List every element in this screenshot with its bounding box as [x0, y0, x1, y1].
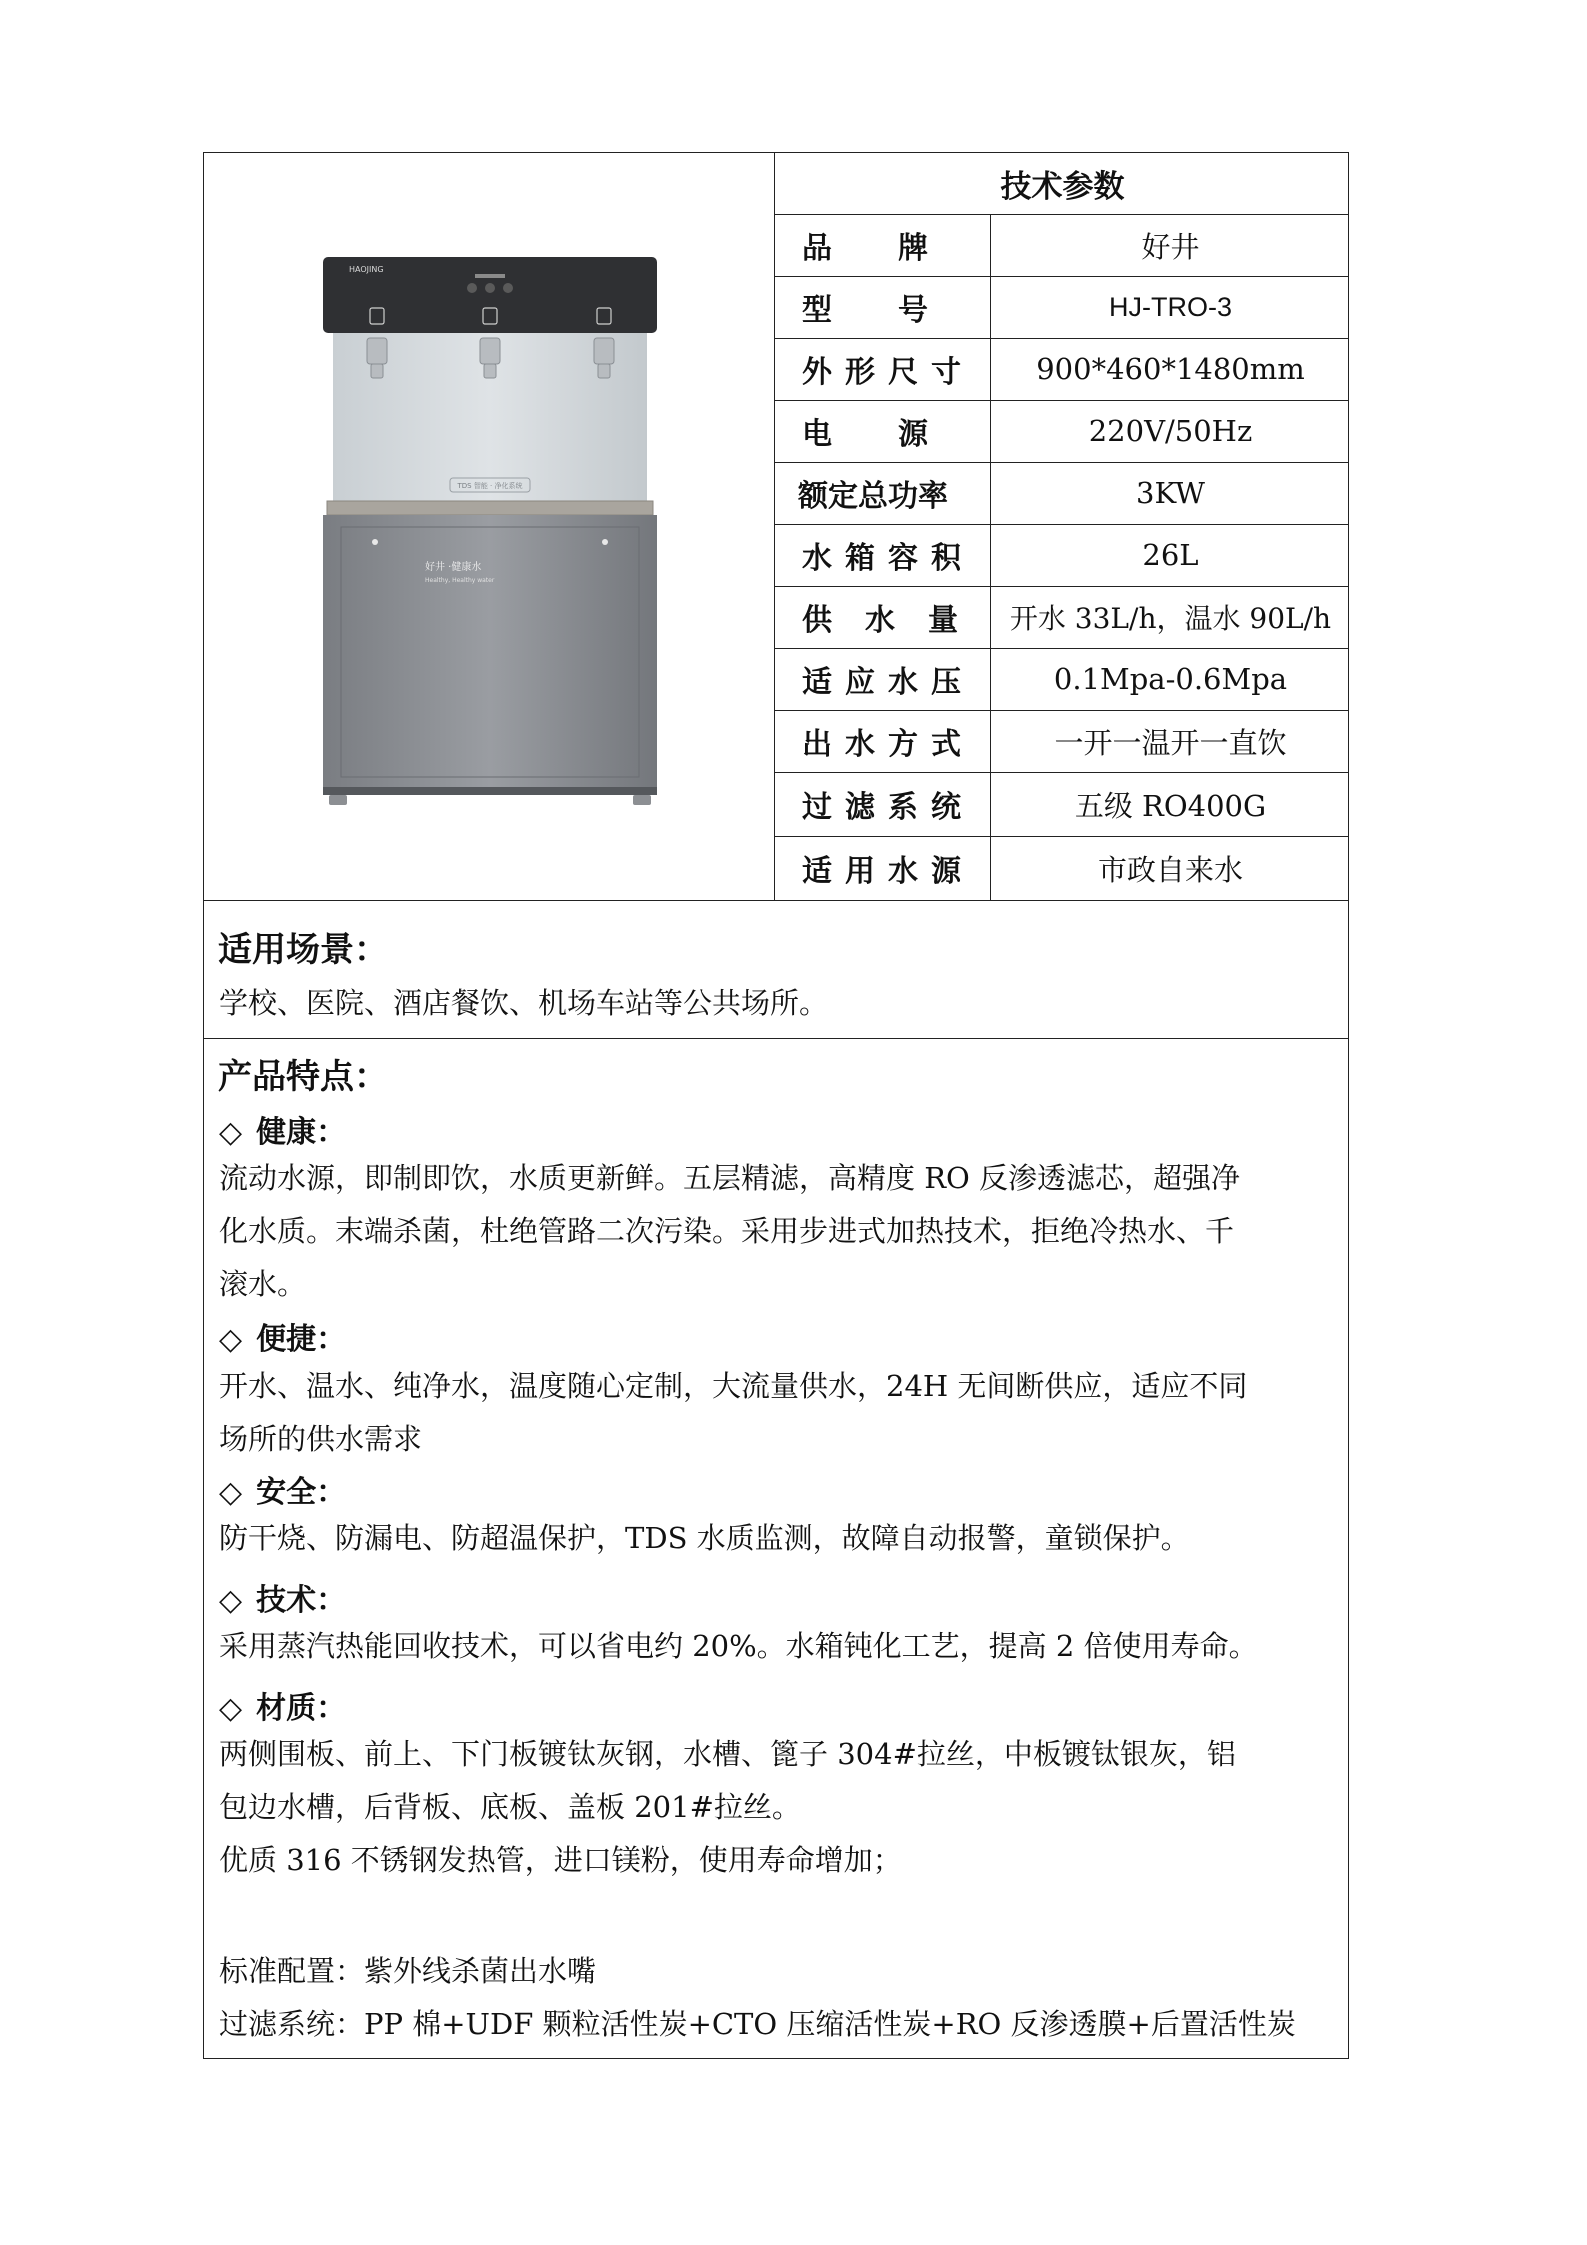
feature-body — [219, 1512, 1339, 1565]
water-dispenser-illustration — [315, 252, 665, 812]
spec-value: 市政自来水 — [1097, 852, 1243, 887]
diamond-icon: ◇ — [219, 1115, 243, 1150]
spec-value: 26L — [1142, 538, 1199, 572]
standard-config-line: 标准配置：紫外线杀菌出水嘴 — [219, 1954, 597, 1988]
spec-label — [776, 648, 990, 710]
spec-label-text: 型号 — [802, 293, 994, 328]
section-line — [203, 900, 1349, 901]
spec-label — [776, 400, 994, 462]
feature-line: 滚水。 — [219, 1267, 307, 1301]
spec-label-text: 出水方式 — [802, 727, 974, 762]
feature-body — [219, 1620, 1339, 1673]
spec-value: HJ-TRO-3 — [1109, 291, 1232, 322]
feature-heading — [219, 1467, 346, 1511]
image-divider — [774, 152, 775, 900]
feature-heading — [219, 1575, 346, 1619]
spec-label — [776, 524, 990, 586]
cabinet-slogan-sub: Healthy, Healthy water — [425, 577, 495, 584]
spec-label-text: 品牌 — [802, 231, 994, 266]
spec-label — [776, 276, 994, 338]
spec-label-text: 适应水压 — [802, 665, 974, 700]
feature-line: 两侧围板、前上、下门板镀钛灰钢，水槽、篦子 304#拉丝，中板镀钛银灰，铝 — [219, 1737, 1236, 1771]
product-image — [315, 252, 665, 812]
spec-value: 五级 RO400G — [1074, 788, 1267, 823]
product-sheet — [203, 152, 1349, 2059]
spec-label — [776, 214, 994, 276]
spec-label — [776, 836, 990, 900]
feature-heading-text: 便捷： — [256, 1322, 347, 1357]
spec-label-text: 水箱容积 — [802, 541, 974, 576]
spec-label-text: 额定总功率 — [798, 479, 948, 514]
spec-value: 开水 33L/h，温水 90L/h — [1009, 602, 1332, 635]
scenario-title: 适用场景： — [218, 930, 388, 970]
spec-label-text: 电源 — [802, 417, 994, 452]
feature-heading-text: 安全： — [256, 1475, 347, 1510]
feature-body — [219, 1152, 1339, 1311]
spec-value: 0.1Mpa-0.6Mpa — [1053, 662, 1288, 696]
feature-body — [219, 1728, 1339, 1887]
cabinet-slogan: 好井 ·健康水 — [425, 562, 482, 573]
feature-line: 场所的供水需求 — [219, 1422, 423, 1456]
spec-label-text: 供水量 — [802, 603, 991, 638]
spec-label — [776, 710, 990, 772]
feature-line: 防干烧、防漏电、防超温保护，TDS 水质监测，故障自动报警，童锁保护。 — [219, 1521, 1190, 1555]
feature-line: 采用蒸汽热能回收技术，可以省电约 20%。水箱钝化工艺，提高 2 倍使用寿命。 — [219, 1629, 1258, 1663]
features-title: 产品特点： — [218, 1057, 388, 1097]
spec-value: 220V/50Hz — [1088, 414, 1253, 448]
spec-value: 3KW — [1136, 476, 1205, 510]
spec-label — [776, 772, 990, 836]
spec-label-text: 过滤系统 — [802, 790, 974, 825]
scenario-text-line: 学校、医院、酒店餐饮、机场车站等公共场所。 — [219, 986, 829, 1020]
spec-value: 好井 — [1141, 229, 1200, 264]
spec-value: 900*460*1480mm — [1036, 352, 1305, 386]
spec-value: 一开一温开一直饮 — [1054, 725, 1287, 760]
svg-text:HAOJING: HAOJING — [349, 265, 384, 274]
extra-notes — [219, 1945, 1339, 2051]
feature-line: 包边水槽，后背板、底板、盖板 201#拉丝。 — [219, 1790, 801, 1824]
feature-line: 化水质。末端杀菌，杜绝管路二次污染。采用步进式加热技术，拒绝冷热水、千 — [219, 1214, 1235, 1248]
spec-header: 技术参数 — [1000, 168, 1125, 205]
diamond-icon: ◇ — [219, 1691, 243, 1726]
spec-label-text: 适用水源 — [802, 854, 974, 889]
diamond-icon: ◇ — [219, 1583, 243, 1618]
spec-label-text: 外形尺寸 — [802, 355, 974, 390]
spec-label — [776, 586, 990, 648]
spec-label — [776, 338, 990, 400]
feature-body — [219, 1360, 1339, 1466]
feature-line: 流动水源，即制即饮，水质更新鲜。五层精滤，高精度 RO 反渗透滤芯，超强净 — [219, 1161, 1241, 1195]
feature-line: 开水、温水、纯净水，温度随心定制，大流量供水，24H 无间断供应，适应不同 — [219, 1369, 1248, 1403]
feature-line: 优质 316 不锈钢发热管，进口镁粉，使用寿命增加； — [219, 1843, 902, 1877]
filter-system-line: 过滤系统：PP 棉+UDF 颗粒活性炭+CTO 压缩活性炭+RO 反渗透膜+后置活性炭 — [219, 2007, 1296, 2041]
panel-label: TDS 智能 · 净化系统 — [457, 482, 523, 490]
scenario-text — [219, 977, 1339, 1030]
feature-heading — [219, 1107, 346, 1151]
feature-heading-text: 技术： — [256, 1583, 347, 1618]
feature-heading-text: 材质： — [256, 1691, 347, 1726]
diamond-icon: ◇ — [219, 1475, 243, 1510]
feature-heading — [219, 1683, 346, 1727]
section-line — [203, 1038, 1349, 1039]
spec-label — [776, 462, 990, 524]
diamond-icon: ◇ — [219, 1322, 243, 1357]
feature-heading-text: 健康： — [256, 1115, 347, 1150]
feature-heading — [219, 1314, 346, 1358]
